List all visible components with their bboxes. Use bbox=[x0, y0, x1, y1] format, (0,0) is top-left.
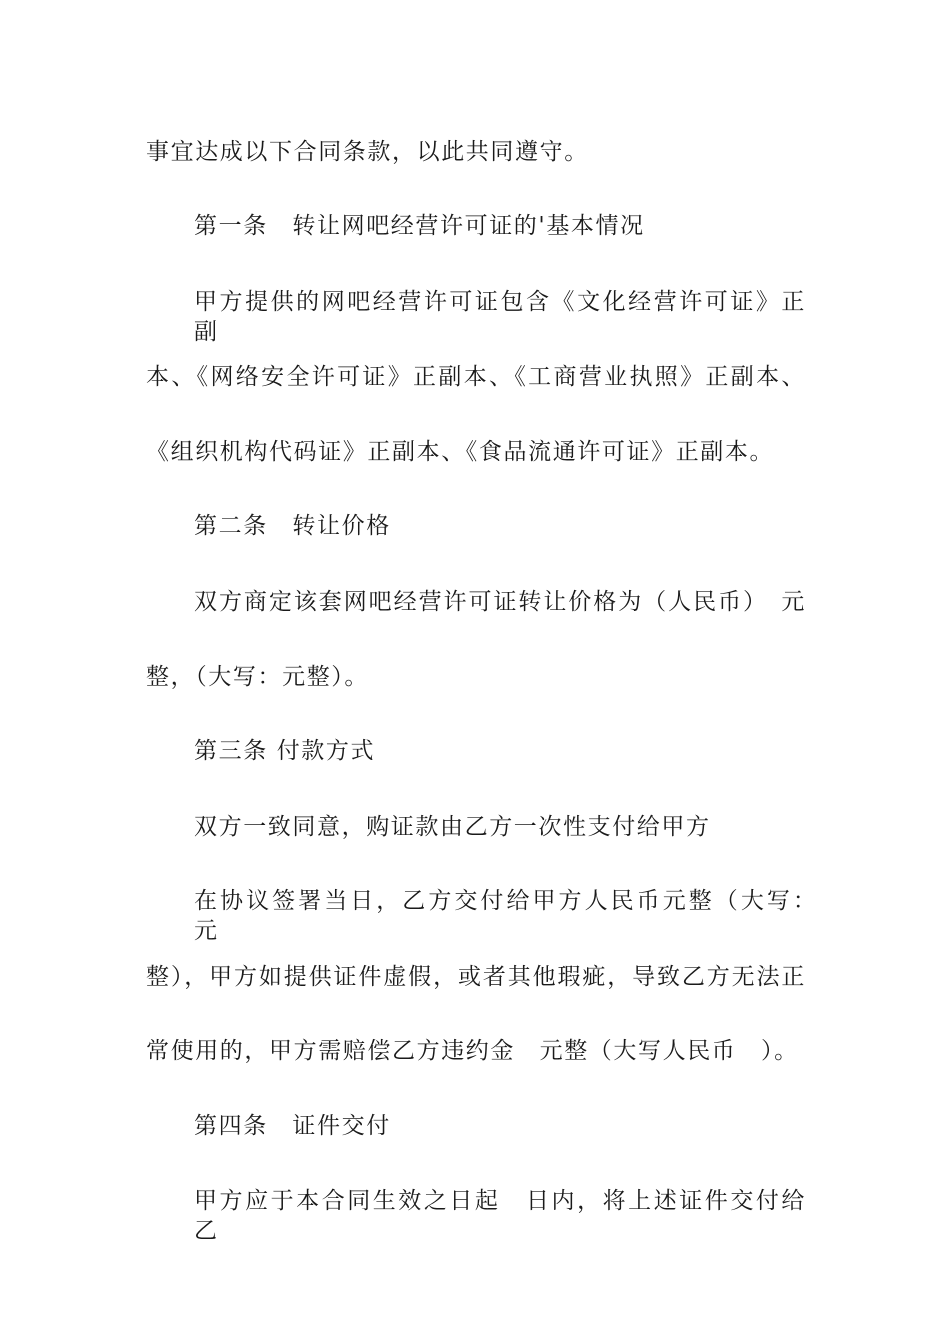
paragraph-line: 甲方应于本合同生效之日起 日内，将上述证件交付给乙 bbox=[194, 1188, 806, 1244]
article-heading: 第二条 转让价格 bbox=[194, 513, 391, 539]
paragraph-line: 在协议签署当日，乙方交付给甲方人民币元整（大写： 元 bbox=[194, 888, 831, 944]
paragraph-line: 《组织机构代码证》正副本、《食品流通许可证》正副本。 bbox=[146, 439, 775, 465]
paragraph-line: 事宜达成以下合同条款，以此共同遵守。 bbox=[146, 139, 589, 165]
paragraph-line: 常使用的，甲方需赔偿乙方违约金 元整（大写人民币 ）。 bbox=[146, 1038, 799, 1064]
paragraph-line: 双方商定该套网吧经营许可证转让价格为（人民币） 元 bbox=[194, 589, 806, 615]
paragraph-line: 整，（大写：元整）。 bbox=[146, 664, 369, 690]
paragraph-line: 甲方提供的网吧经营许可证包含《文化经营许可证》正副 bbox=[194, 289, 806, 345]
article-heading: 第一条 转让网吧经营许可证的'基本情况 bbox=[194, 213, 645, 239]
article-heading: 第四条 证件交付 bbox=[194, 1113, 391, 1139]
paragraph-line: 双方一致同意，购证款由乙方一次性支付给甲方 bbox=[194, 814, 711, 840]
article-heading: 第三条 付款方式 bbox=[194, 738, 376, 764]
paragraph-line: 整），甲方如提供证件虚假，或者其他瑕疵，导致乙方无法正 bbox=[146, 964, 806, 990]
paragraph-line: 本、《网络安全许可证》正副本、《工商营业执照》正副本、 bbox=[146, 364, 806, 390]
